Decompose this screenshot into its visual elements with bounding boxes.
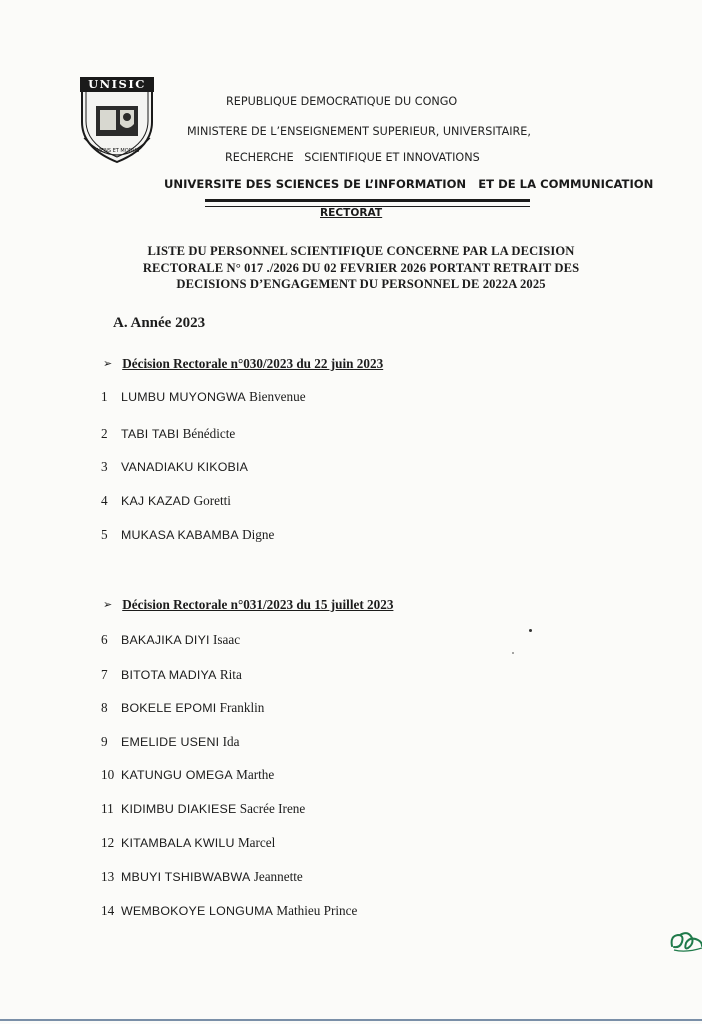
- logo-motto: MENS ET MODUS: [96, 148, 140, 154]
- title-line-3: DECISIONS D’ENGAGEMENT DU PERSONNEL DE 2022A 2025: [176, 277, 546, 291]
- decision-label: Décision Rectorale n°031/2023 du 15 juillet 2023: [122, 597, 394, 612]
- list-item: 9 EMELIDE USENI Ida: [101, 734, 240, 749]
- title-line-2: RECTORALE N° 017 ./2026 DU 02 FEVRIER 2026 PORTANT RETRAIT DES: [142, 260, 580, 275]
- list-item: 12 KITAMBALA KWILU Marcel: [101, 835, 276, 850]
- ministry-line-2: RECHERCHE SCIENTIFIQUE ET INNOVATIONS: [225, 151, 480, 164]
- handwritten-initials: [668, 926, 702, 956]
- arrow-bullet-icon: ➢: [103, 598, 113, 611]
- scan-speck: [512, 652, 514, 654]
- university-logo: [76, 66, 158, 166]
- arrow-bullet-icon: ➢: [103, 357, 113, 370]
- decision-heading: [103, 356, 383, 372]
- decision-heading: [103, 597, 393, 613]
- list-item: 2 TABI TABI Bénédicte: [101, 426, 236, 441]
- document-title: [96, 243, 626, 293]
- list-item: 4 KAJ KAZAD Goretti: [101, 493, 231, 508]
- scan-speck: [529, 629, 532, 632]
- list-item: 1 LUMBU MUYONGWA Bienvenue: [101, 389, 306, 404]
- list-item: 7 BITOTA MADIYA Rita: [101, 667, 242, 682]
- list-item: 10 KATUNGU OMEGA Marthe: [101, 767, 275, 782]
- page-bottom-edge: [0, 1019, 702, 1021]
- ministry-line-1: MINISTERE DE L’ENSEIGNEMENT SUPERIEUR, UNIVERSITAIRE,: [187, 125, 531, 138]
- list-item: 13 MBUYI TSHIBWABWA Jeannette: [101, 869, 303, 884]
- list-item: 14 WEMBOKOYE LONGUMA Mathieu Prince: [101, 903, 358, 918]
- title-line-1: LISTE DU PERSONNEL SCIENTIFIQUE CONCERNE PAR LA DECISION: [147, 244, 575, 258]
- logo-wordmark: UNISIC: [88, 77, 146, 91]
- office-name: RECTORAT: [320, 207, 383, 219]
- initials-mark-icon: [668, 926, 702, 956]
- list-item: 11 KIDIMBU DIAKIESE Sacrée Irene: [101, 801, 306, 816]
- header-rule-thick: [205, 199, 530, 202]
- list-item: 8 BOKELE EPOMI Franklin: [101, 700, 265, 715]
- list-item: 5 MUKASA KABAMBA Digne: [101, 527, 275, 542]
- list-item: 3 VANADIAKU KIKOBIA: [101, 459, 249, 474]
- decision-label: Décision Rectorale n°030/2023 du 22 juin 2023: [122, 356, 384, 371]
- university-name: UNIVERSITE DES SCIENCES DE L’INFORMATION ET DE LA COMMUNICATION: [164, 177, 654, 191]
- list-item: 6 BAKAJIKA DIYI Isaac: [101, 632, 241, 647]
- country-name: REPUBLIQUE DEMOCRATIQUE DU CONGO: [226, 95, 458, 108]
- section-heading: A. Année 2023: [113, 315, 206, 331]
